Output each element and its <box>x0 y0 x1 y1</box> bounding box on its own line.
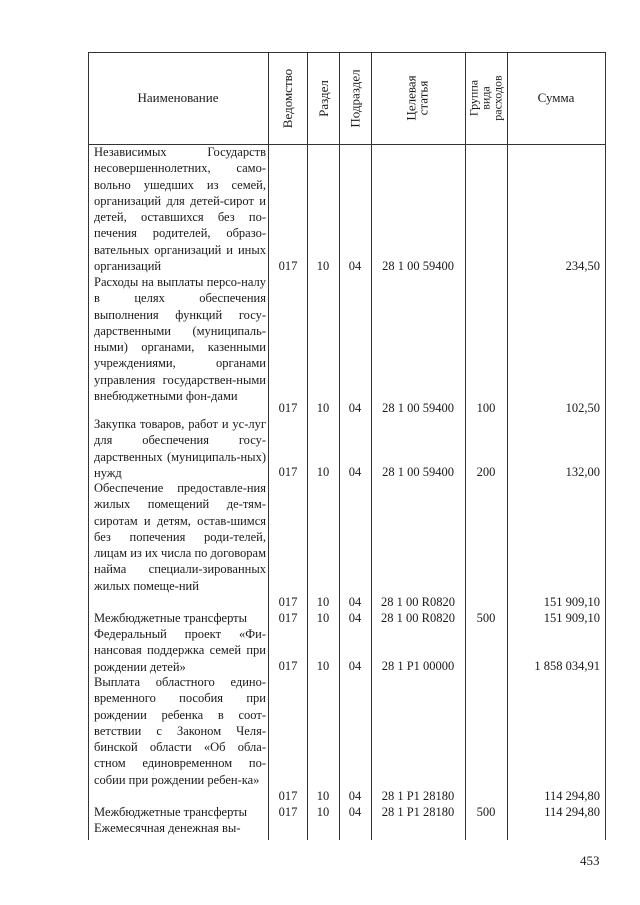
column-divider <box>339 52 340 840</box>
header-amount-label: Сумма <box>537 90 575 105</box>
header-expense-group <box>465 52 507 144</box>
header-department-label: Ведомство <box>280 68 295 128</box>
table-left-border <box>88 52 89 840</box>
row-target-article: 28 1 P1 28180 <box>381 789 455 803</box>
header-target-article <box>371 52 465 144</box>
row-department: 017 <box>278 611 298 625</box>
row-subsection: 04 <box>348 805 362 819</box>
row-name: Ежемесячная денежная вы- <box>94 821 241 835</box>
row-expense-group: 200 <box>476 465 496 479</box>
header-section <box>307 52 339 144</box>
column-divider <box>465 52 466 840</box>
column-divider <box>307 52 308 840</box>
row-expense-group: 500 <box>476 611 496 625</box>
row-section: 10 <box>316 259 330 273</box>
row-target-article: 28 1 00 59400 <box>382 259 454 273</box>
column-divider <box>507 52 508 840</box>
row-expense-group: 500 <box>476 805 496 819</box>
row-subsection: 04 <box>348 789 362 803</box>
row-name: Обеспечение предоставле-ния жилых помещений де-тям-сиротам и детям, остав-шимся без попечения роди-телей, лицам из их числа по договорам найма специали-зированных жилых помеще-ний <box>94 481 266 593</box>
row-amount: 114 294,80 <box>544 805 600 819</box>
row-expense-group: 100 <box>476 401 496 415</box>
header-expense-group-label: Группа вида расходов <box>467 75 505 121</box>
row-target-article: 28 1 P1 28180 <box>381 805 455 819</box>
header-amount <box>507 52 605 144</box>
column-divider <box>371 52 372 840</box>
row-department: 017 <box>278 659 298 673</box>
row-amount: 151 909,10 <box>543 595 600 609</box>
row-target-article: 28 1 00 R0820 <box>381 595 455 609</box>
row-amount: 234,50 <box>565 259 600 273</box>
budget-table <box>88 52 606 840</box>
header-department <box>268 52 307 144</box>
row-target-article: 28 1 00 59400 <box>382 401 454 415</box>
row-section: 10 <box>316 401 330 415</box>
row-name: Выплата областного едино-временного пособия при рождении ребенка в соот-ветствии с Законом Челя-бинской области «Об обла-стном единовременном по-собии при рождении ребен-ка» <box>94 675 266 787</box>
row-section: 10 <box>316 805 330 819</box>
row-amount: 132,00 <box>565 465 600 479</box>
row-name: Расходы на выплаты персо-налу в целях обеспечения выполнения функций госу-дарственными (муниципаль-ными) органами, казенными учреждениями, органами управления государствен-ными внебюджетными фон-дами <box>94 275 266 404</box>
row-section: 10 <box>316 595 330 609</box>
row-department: 017 <box>278 789 298 803</box>
row-department: 017 <box>278 401 298 415</box>
row-subsection: 04 <box>348 465 362 479</box>
header-section-label: Раздел <box>315 79 331 117</box>
page-number: 453 <box>580 853 600 868</box>
row-target-article: 28 1 00 R0820 <box>381 611 455 625</box>
header-name-label: Наименование <box>137 90 219 105</box>
row-subsection: 04 <box>348 259 362 273</box>
row-amount: 114 294,80 <box>544 789 600 803</box>
row-department: 017 <box>278 805 298 819</box>
row-department: 017 <box>278 465 298 479</box>
row-section: 10 <box>316 789 330 803</box>
row-department: 017 <box>278 595 298 609</box>
row-name: Межбюджетные трансферты <box>94 805 248 819</box>
header-name <box>88 52 268 144</box>
row-name: Закупка товаров, работ и ус-луг для обеспечения госу-дарственных (муниципаль-ных) нужд <box>94 417 266 480</box>
table-right-border <box>605 52 606 840</box>
column-divider <box>268 52 269 840</box>
row-subsection: 04 <box>348 659 362 673</box>
row-amount: 102,50 <box>565 401 600 415</box>
row-amount: 151 909,10 <box>543 611 600 625</box>
header-target-article-label: Целевая статья <box>403 75 431 121</box>
row-name: Федеральный проект «Фи-нансовая поддержка семей при рождении детей» <box>94 627 266 674</box>
row-section: 10 <box>316 465 330 479</box>
row-section: 10 <box>316 611 330 625</box>
row-target-article: 28 1 00 59400 <box>382 465 454 479</box>
row-section: 10 <box>316 659 330 673</box>
row-subsection: 04 <box>348 611 362 625</box>
row-name: Независимых Государств несовершеннолетних, само-вольно ушедших из семей, организаций для детей-сирот и детей, оставшихся без по-печения родителей, образо-вательных организаций и иных организаций <box>94 145 266 274</box>
row-name: Межбюджетные трансферты <box>94 611 248 625</box>
row-subsection: 04 <box>348 401 362 415</box>
row-department: 017 <box>278 259 298 273</box>
header-subsection-label: Подраздел <box>347 68 363 128</box>
row-amount: 1 858 034,91 <box>534 659 600 673</box>
header-subsection <box>339 52 371 144</box>
row-subsection: 04 <box>348 595 362 609</box>
row-target-article: 28 1 P1 00000 <box>381 659 455 673</box>
